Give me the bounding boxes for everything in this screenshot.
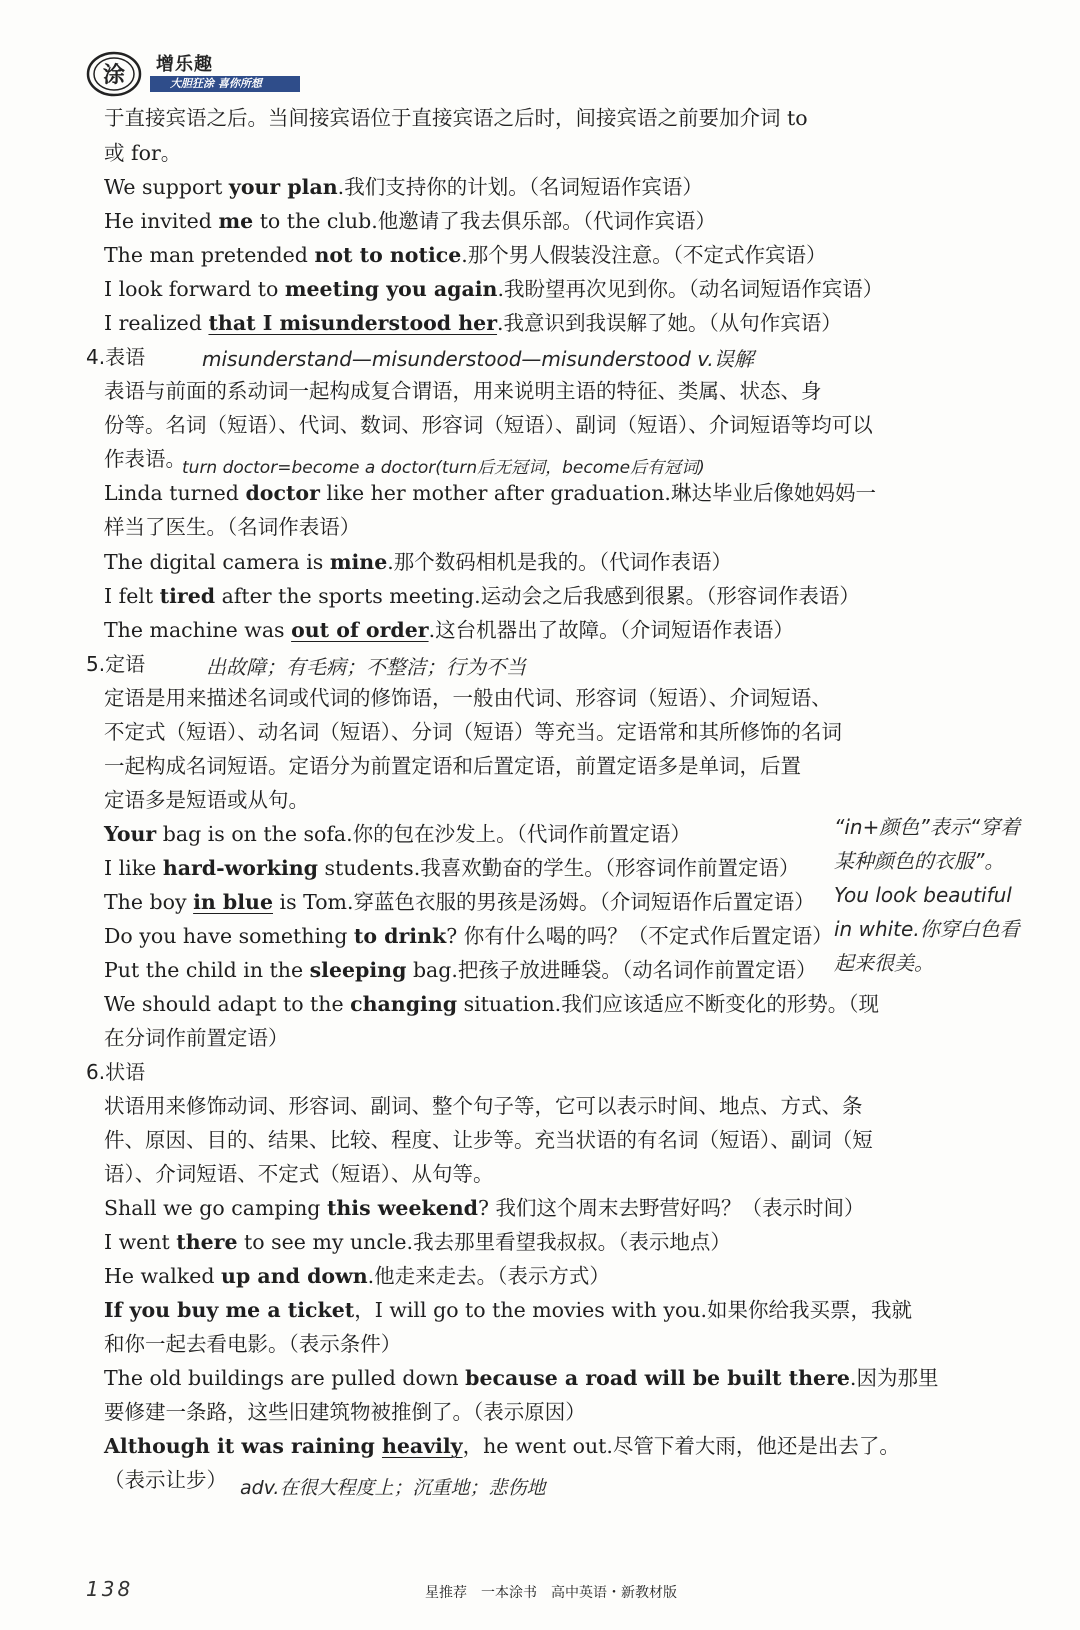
example-sentence: The man pretended not to notice.那个男人假装没注意。（不定式作宾语） — [104, 243, 827, 267]
example-sentence: Put the child in the sleeping bag.把孩子放进睡袋。（动名词作前置定语） — [104, 958, 817, 982]
example-sentence: He walked up and down.他走来走去。（表示方式） — [104, 1264, 610, 1288]
example-sentence: I went there to see my uncle.我去那里看望我叔叔。（表示地点） — [104, 1230, 731, 1254]
example-sentence: The machine was out of order.这台机器出了故障。（介词短语作表语） — [104, 618, 794, 642]
side-note-line: 起来很美。 — [834, 951, 934, 975]
example-sentence: The old buildings are pulled down because a road will be built there.因为那里 — [104, 1366, 939, 1390]
text-line: 状语用来修饰动词、形容词、副词、整个句子等，它可以表示时间、地点、方式、条 — [104, 1094, 863, 1118]
example-sentence: The boy in blue is Tom.穿蓝色衣服的男孩是汤姆。（介词短语作后置定语） — [104, 890, 815, 914]
brand-slogan: 大胆狂涂 喜你所想 — [150, 76, 300, 92]
text-line: 定语是用来描述名词或代词的修饰语，一般由代词、形容词（短语）、介词短语、 — [104, 686, 832, 710]
text-line: 表语与前面的系动词一起构成复合谓语，用来说明主语的特征、类属、状态、身 — [104, 379, 822, 403]
text-line: 和你一起去看电影。（表示条件） — [104, 1332, 402, 1356]
example-sentence: He invited me to the club.他邀请了我去俱乐部。（代词作宾语） — [104, 209, 717, 233]
side-note-line: “in+颜色”表示“穿着 — [834, 815, 1021, 839]
handwritten-note: 出故障；有毛病；不整洁；行为不当 — [206, 655, 526, 679]
example-sentence: I look forward to meeting you again.我盼望再次见到你。（动名词短语作宾语） — [104, 277, 884, 301]
example-sentence: The digital camera is mine.那个数码相机是我的。（代词作表语） — [104, 550, 733, 574]
example-sentence: Your bag is on the sofa.你的包在沙发上。（代词作前置定语） — [104, 822, 691, 846]
handwritten-note: turn doctor=become a doctor(turn后无冠词，become后有冠词) — [182, 458, 705, 478]
logo-char: 涂 — [102, 63, 126, 88]
text-line: 不定式（短语）、动名词（短语）、分词（短语）等充当。定语常和其所修饰的名词 — [104, 720, 842, 744]
example-sentence: Although it was raining heavily，he went out.尽管下着大雨，他还是出去了。 — [104, 1434, 900, 1458]
section-heading: 4.表语 — [86, 345, 146, 369]
text-line: 要修建一条路，这些旧建筑物被推倒了。（表示原因） — [104, 1400, 586, 1424]
section-heading: 5.定语 — [86, 652, 146, 676]
text-line: 一起构成名词短语。定语分为前置定语和后置定语，前置定语多是单词，后置 — [104, 754, 801, 778]
handwritten-note: misunderstand—misunderstood—misunderstood v.误解 — [202, 347, 754, 371]
brand-title: 增乐趣 — [156, 54, 213, 75]
example-sentence: Do you have something to drink? 你有什么喝的吗？（不定式作后置定语） — [104, 924, 833, 948]
book-title: 星推荐 一本涂书 高中英语・新教材版 — [425, 1585, 677, 1601]
text-line: 或 for。 — [104, 141, 182, 165]
example-sentence: I like hard-working students.我喜欢勤奋的学生。（形容词作前置定语） — [104, 856, 800, 880]
side-note-line: You look beautiful — [834, 883, 1012, 907]
text-line: （表示让步） — [104, 1468, 227, 1492]
text-line: 定语多是短语或从句。 — [104, 788, 309, 812]
text-line: 在分词作前置定语） — [104, 1026, 289, 1050]
text-line: 件、原因、目的、结果、比较、程度、让步等。充当状语的有名词（短语）、副词（短 — [104, 1128, 873, 1152]
text-line: 样当了医生。（名词作表语） — [104, 515, 361, 539]
example-sentence: Linda turned doctor like her mother after graduation.琳达毕业后像她妈妈一 — [104, 481, 876, 505]
side-note-line: 某种颜色的衣服”。 — [834, 849, 1005, 873]
section-heading: 6.状语 — [86, 1060, 146, 1084]
example-sentence: If you buy me a ticket，I will go to the movies with you.如果你给我买票，我就 — [104, 1298, 913, 1322]
example-sentence: I realized that I misunderstood her.我意识到我误解了她。（从句作宾语） — [104, 311, 842, 335]
text-line: 作表语。 — [104, 447, 186, 471]
text-line: 于直接宾语之后。当间接宾语位于直接宾语之后时，间接宾语之前要加介词 to — [104, 106, 808, 130]
page-number: 138 — [86, 1577, 134, 1601]
text-line: 份等。名词（短语）、代词、数词、形容词（短语）、副词（短语）、介词短语等均可以 — [104, 413, 873, 437]
example-sentence: We support your plan.我们支持你的计划。（名词短语作宾语） — [104, 175, 703, 199]
example-sentence: Shall we go camping this weekend? 我们这个周末去野营好吗？（表示时间） — [104, 1196, 865, 1220]
text-line: 语）、介词短语、不定式（短语）、从句等。 — [104, 1162, 494, 1186]
example-sentence: I felt tired after the sports meeting.运动会之后我感到很累。（形容词作表语） — [104, 584, 860, 608]
side-note-line: in white.你穿白色看 — [834, 917, 1020, 941]
example-sentence: We should adapt to the changing situation.我们应该适应不断变化的形势。（现 — [104, 992, 879, 1016]
handwritten-note: adv.在很大程度上；沉重地；悲伤地 — [240, 1477, 546, 1499]
